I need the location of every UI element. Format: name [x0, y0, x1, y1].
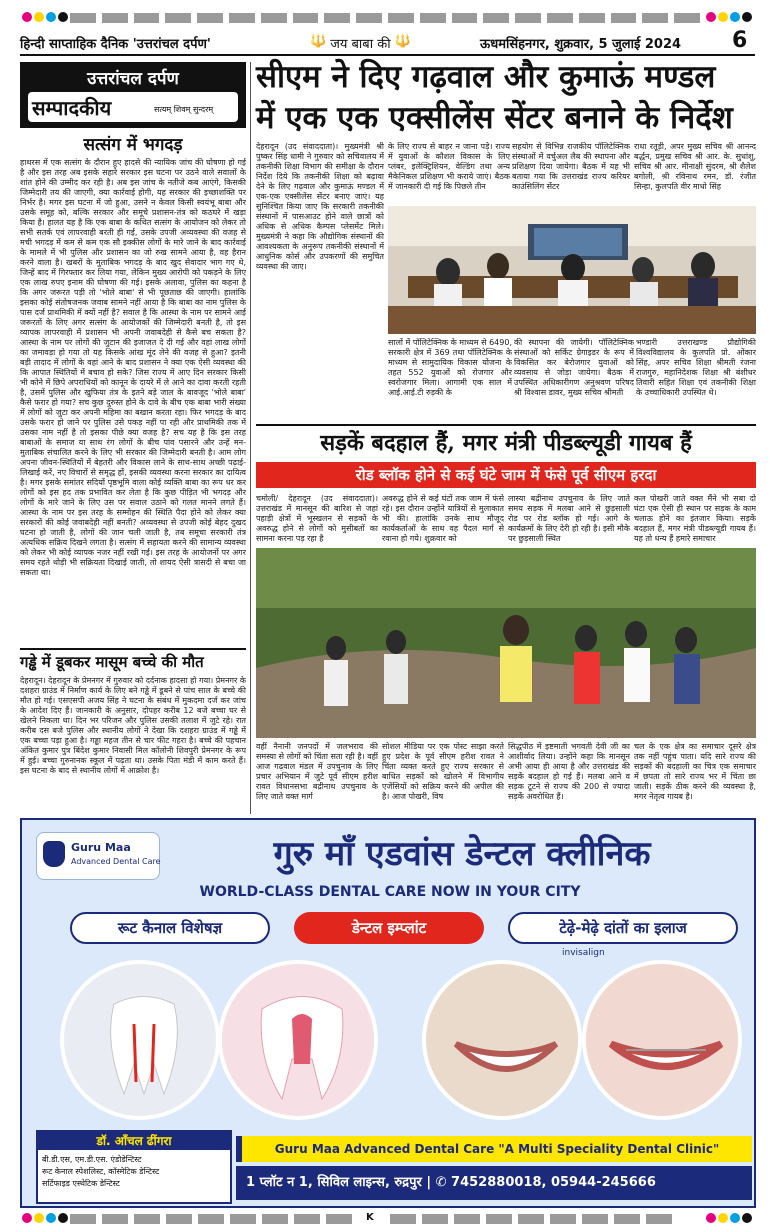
clinic-strip: Guru Maa Advanced Dental Care "A Multi Speciality Dental Clinic" [236, 1136, 752, 1162]
editorial-label: सम्पादकीय [32, 96, 112, 120]
doctor-cred-3: सर्टिफाइड एस्थेटिक डेन्टिस्ट [42, 1179, 120, 1188]
service-braces: टेढ़े-मेढ़े दांतों का इलाज [508, 912, 738, 944]
story3-col4: कल पोखरी जाते वक्त मैंने भी सबा दो घंटा एक ऐसी ही स्थान पर सड़क के काम चलाऊ होने का इंतजार किया। सड़कें बदहाल हैं, मगर मंत्री पीडब्ल्यूडी गायब हैं। यह तो धन्य हैं हमारे समाचार [634, 494, 756, 543]
editorial-banner [20, 62, 246, 128]
story3-bottom-col2: सोशल मीडिया पर एक पोस्ट साझा करते हुए प्रदेश के पूर्व सीएम हरीश रावत ने चिंता व्यक्त करते हुए राज्य सरकार से बाधित सड़कों को खोलने में विभागीय एजेंसियों को सक्रिय करने की अपील की है। आज पोखरी, विष [382, 742, 504, 801]
story3-bottom-col3: सिद्धपीठ में इष्टमाती भगवती देवी जी का आशीर्वाद लिया। उन्होंने कहा कि मानसून अभी आया ही आया है और उत्तराखंड की सड़कें बदहाल हो गई हैं। मलबा आने व सड़क टूटने से राज्य की 200 से ज्यादा सड़कें अवरोधित हैं। [508, 742, 630, 801]
masthead-paper-name: हिन्दी साप्ताहिक दैनिक 'उत्तरांचल दर्पण' [20, 37, 211, 52]
doctor-cred-2: रूट केनाल स्पेशलिस्ट, कॉस्मेटिक डेन्टिस्ट [42, 1167, 160, 1176]
story3-subtitle-band [256, 462, 756, 488]
editorial-body: हाथरस में एक सत्संग के दौरान हुए हादसे की न्यायिक जांच की घोषणा हो गई है और इस तरह अब इसके सहारे सरकार इस घटना पर उठने वाले सवालों के शांत होने की उम्मीद कर रही है। अब इस जांच के नतीजे कब आएंगे, किसकी जिम्मेदारी तय की जाएगी, क्या कार्रवाई होगी, यह सरकार की इच्छाशक्ति पर निर्भर है। मगर इस घटना में जो हुआ, उसने न केवल किसी स्वयंभू बाबा और उसके समूह को, बल्कि सरकार और समूचे प्रशासन-तंत्र को कठघरे में खड़ा किया है। हालत यह है कि एक बाबा के कथित सत्संग के आयोजन को लेकर तो सभी सतर्क एवं लापरवाही बरती ही गई, उसके उपजी अव्यवस्था की वजह से मची भगदड़ में कम से कम एक सौ इक्कीस लोगों के मारे जाने के बाद कार्रवाई के मामले में भी पुलिस और प्रशासन का जो रुख सामने आया है, वह हैरान करने वाला है। खबरों के मुताबिक भगदड़ के बाद खुद सेवादार भाग गए थे, जिन्हें बाद में गिरफ्तार कर लिया गया, लेकिन मुख्य आरोपी को पकड़ने के लिए एक लाख रुपए इनाम की घोषणा की गई। इसके अलावा, पुलिस का कहना है कि अगर जरूरत पड़ी तो 'भोले बाबा' से भी पूछताछ की जाएगी। हालांकि इसका कोई संतोषजनक जवाब सामने नहीं आया है कि बाबा का नाम पुलिस के पास दर्ज प्राथमिकी में क्यों नहीं है? सवाल है कि आस्था के नाम पर सामने आई जरूरतों के लिए अगर सत्संग के आयोजकों की जिम्मेदारी बनती है, तो इस व्यापक लापरवाही में प्रशासन भी अपनी जवाबदेही से कैसे बच सकता है? आस्था के नाम पर लोगों की जुटान की इजाजत दे दी गई और वहां लाख लोगों का जमावड़ा हो गया तो यह किसके आंख मूंद लेने की वजह से हुआ? इतनी बड़ी तादाद में लोगों के वहां आने के बाद प्रशासन ने क्या एक ऐसी व्यवस्था की कि आपात स्थितियों में बचाव हो सके? जिस राज्य में आए दिन सरकार किसी भी कोने में छिपे अपराधियों को कानून के दायरे में ले आने का दावा करती रहती है, उसमें पुलिस और खुफिया तंत्र के इतने बड़े जाल के बावजूद 'भोले बाबा' कैसे फरार हो गया? सच कुछ दुरुस्त होने के दावे के बीच एक बाबा भारी संख्या में लोगों को जुटा कर अपनी महिमा का बखान करता रहा। फिर भगदड़ के बाद उसके फरार हो जाने पर पुलिस उसे पकड़ नहीं पा रही और प्राथमिकी तक में उसका नाम नहीं है तो इसका पीछे क्या वजह है? सच यह है कि इस तरह बाबाओं के समाज या साथ रंग लोगों के बीच पांव पसारने और उन्हें मन-मुताबिक संचालित करने के लिए भी सरकार की जिम्मेदारी बनती है। आम लोग अपना जीवन-स्थितियों में बेहतरी और विकास लाने के साथ-साथ अच्छी पढ़ाई-लिखाई करें, नए विचारों से समृद्ध हों, इसकी व्यवस्था करना सरकार का दायित्व है। मगर इसके समांतर सदियों पृष्ठभूमि वाला कोई व्यक्ति बाबा का रूप धर कर लोगों को इस हद तक प्रभावित कर लेता है कि कुछ पीड़ित भी भगदड़ और लोगों के मारे जाने के लिए उस पर सवाल उठाने को गलत मानने लगते हैं। आस्था के नाम पर इस तरह के सम्मोहन की स्थिति पैदा होने को लेकर क्या सरकारों की कोई जवाबदेही नहीं बनती? अव्यवस्था से उपजी कोई बेहद दुखद घटना हो जाती है, लोगों की जान चली जाती है, तब समूचा सरकारी तंत्र अत्यधिक सक्रिय दिखने लगता है। सत्संग में सहायता करने की सामान्य व्यवस्था को लेकर भी कोई व्यापक नजर नहीं रखी गई। इस तरह के आयोजनों पर अगर समय रहते थोड़ी भी सक्रियता दिखाई जाती, तो शायद ऐसी त्रासदी से बचा जा सकता था। [20, 158, 246, 577]
doctor-box [36, 1130, 232, 1204]
lead-col2: के लिए राज्य से बाहर न जाना पड़े। राज्य में युवाओं के कौशल विकास के लिए प्लंबर, इलेक्ट्रिशियन, वेल्डिंग तथा अन्य मैकेनिकल प्रशिक्षण भी कराये जाएं। बैठक में जानकारी दी गई कि पिछले तीन [388, 142, 510, 191]
story3-bottom-col4: चल के एक क्षेत्र का समाचार दूसरे क्षेत्र तक नहीं पहुंच पाता। यदि सारे राज्य की सड़कों की बदहाली का चित्र एक समाचार में छपता तो सारे राज्य भर में चिंता छा जाती। सड़कें ठीक करने की व्यवस्था है, मगर नेतृत्व गायब है। [634, 742, 756, 801]
pulp-image [218, 960, 378, 1120]
roadblock-photo-illustration [256, 548, 756, 738]
service-root-canal: रूट कैनाल विशेषज्ञ [70, 912, 270, 944]
lead-under-photo-col3: भण्डारी उत्तराखण्ड प्रौद्योगिकी विश्वविद्यालय के कुलपति प्रो. ओंकार सिंह, अपर सचिव शिक्षा श्रीमती रंजना राजगुरु, महानिदेशक शिक्षा श्री बंशीधर तिवारी सहित शिक्षा एवं तकनीकी शिक्षा के उच्चाधिकारी उपस्थित थे। [636, 338, 756, 397]
lead-col3: सहयोग से विभिन्न राजकीय पॉलिटेक्निक संस्थाओं में वर्चुअल लैब की स्थापना और प्रशिक्षण दिया जायेगा। बैठक में यह भी बताया गया कि उत्तराखंड राज्य करियर काउंसिलिंग सेंटर [512, 142, 630, 191]
lead-headline-line1: सीएम ने दिए गढ़वाल और कुमाऊं मण्डल [256, 59, 716, 95]
tooth-root-icon [64, 964, 220, 1120]
implant-image [422, 960, 582, 1120]
lead-under-photo-col1: सालों में पॉलिटेक्निक के माध्यम से 6490, सरकारी क्षेत्र में 369 तथा पॉलिटेक्निक के माध्यम से सामुदायिक विकास योजना के तहत 552 युवाओं को रोजगार और स्वरोजगार मिला। आगामी एक साल में आई.आई.टी रुड़की के [388, 338, 512, 397]
clinic-contact-band: 1 प्लॉट न 1, सिविल लाइन्स, रुद्रपुर | ✆ 7452880018, 05944-245666 [236, 1166, 752, 1200]
masthead-slogan: जय बाबा की [330, 37, 391, 52]
story3-headline: सड़कें बदहाल हैं, मगर मंत्री पीडब्ल्यूडी गायब हैं [320, 430, 692, 456]
editorial-motto: सत्यम् शिवम् सुन्दरम् [154, 105, 214, 114]
clinic-tagline: WORLD-CLASS DENTAL CARE NOW IN YOUR CITY [199, 884, 581, 900]
masthead-dateline: ऊधमसिंहनगर, शुक्रवार, 5 जुलाई 2024 [480, 37, 682, 52]
tooth-pulp-icon [222, 964, 378, 1120]
editorial-title: सत्संग में भगदड़ [83, 135, 183, 155]
service-implant: डेन्टल इम्प्लांट [294, 912, 484, 944]
smile-icon [426, 964, 582, 1120]
trident-icon: 🔱 [310, 34, 327, 49]
lead-headline-line2: में एक एक एक्सीलेंस सेंटर बनाने के निर्देश [256, 100, 733, 136]
clinic-logo [36, 832, 160, 880]
lead-col4: राधा रतूड़ी, अपर मुख्य सचिव श्री आनन्द बर्द्धन, प्रमुख सचिव श्री आर. के. सुधांशु, सचिव श्री आर. मीनाक्षी सुंदरम, श्री शैलेश बगोली, श्री रविनाथ रमन, डॉ. रंजीत सिन्हा, कुलपति वीर माधो सिंह [634, 142, 756, 191]
story3-col3: लास्या बद्रीनाथ उपचुनाव के लिए जाते समय सड़क में मलबा आने से छुड़साली रोड पर रोड ब्लॉक हो गई। आगे के कार्यक्रमों के लिए देरी हो रही है। इसी मौके पर छुड़साली स्थित [508, 494, 630, 543]
doctor-cred-1: बी.डी.एस, एम.डी.एस. एंडोडेन्टिस्ट [42, 1155, 142, 1164]
logo-line1: Guru Maa [71, 841, 131, 854]
braces-image [582, 960, 742, 1120]
clinic-headline: गुरु माँ एडवांस डेन्टल क्लीनिक [273, 834, 651, 874]
lead-col1: देहरादून (उद संवाददाता)। मुख्यमंत्री श्री पुष्कर सिंह धामी ने गुरुवार को सचिवालय में तकनीकी शिक्षा विभाग की समीक्षा के दौरान निर्देश दिये कि तकनीकी शिक्षा को बढ़ावा देने के लिए गढ़वाल और कुमाऊं मण्डल में एक-एक एक्सीलेंस सेंटर बनाए जाएं। यह सुनिश्चित किया जाए कि सरकारी तकनीकी संस्थानों में पासआउट होने वाले छात्रों को अधिक से अधिक कैम्पस प्लेसमेंट मिले। मुख्यमंत्री ने कहा कि औद्योगिक संस्थानों की आवश्यकता के अनुरूप तकनीकी संस्थानों में आधुनिक कोर्स और उपकरणों की समुचित व्यवस्था की जाए। [256, 142, 384, 271]
story2-title: गड्ढे में डूबकर मासूम बच्चे की मौत [20, 653, 204, 671]
logo-line2: Advanced Dental Care [71, 857, 161, 866]
story3-col2: अवरुद्ध होने से कई घंटों तक जाम में फंसे रहे। इस दौरान उन्होंने यात्रियों से मुलाकात भी की। हालांकि उनके साथ मौजूद कार्यकर्ताओं के साथ वह पैदल मार्ग से रवाना हो गये। शुक्रवार को [382, 494, 504, 543]
tooth-icon [43, 841, 65, 867]
trident-icon: 🔱 [394, 34, 411, 49]
lead-under-photo-col2: की स्थापना की जायेगी। पॉलिटेक्निक संस्थाओं को सर्किट ग्रेगाइडर के रूप में विकसित कर बेरोजगार युवाओं को व्यवसाय से जोड़ा जायेगा। बैठक में उपस्थित अधिकारीगण अनुश्रवण परिषद श्री विश्वास डावर, मुख्य सचिव श्रीमती [514, 338, 634, 397]
masthead [20, 30, 755, 56]
story3-subtitle: रोड ब्लॉक होने से कई घंटे जाम में फंसे पूर्व सीएम हरदा [355, 466, 657, 484]
registration-mark: K [366, 1212, 374, 1223]
editorial-brand: उत्तरांचल दर्पण [87, 69, 179, 89]
story3-bottom-col1: वहीं नैनानी जनपदों में जलभराव की समस्या से लोगों को चिंता सता रही है। वहीं आज गढ़वाल मंडल में उपचुनाव के लिए प्रचार अभियान में जुटे पूर्व सीएम हरीश रावत विधानसभा बद्रीनाथ उपचुनाव के लिए जाते वक्त मार्ग [256, 742, 378, 801]
dental-clinic-ad [20, 818, 756, 1208]
clinic-address: 1 प्लॉट न 1, सिविल लाइन्स, रुद्रपुर [246, 1175, 422, 1190]
meeting-photo [388, 206, 756, 334]
invisalign-badge: invisalign [562, 948, 605, 958]
braces-icon [586, 964, 742, 1120]
roadblock-photo [256, 548, 756, 738]
clinic-phone: 7452880018, 05944-245666 [451, 1175, 656, 1190]
bottom-registration-bar [0, 1212, 770, 1224]
root-canal-image [60, 960, 220, 1120]
story2-body: देहरादून। देहरादून के प्रेमनगर में गुरुवार को दर्दनाक हादसा हो गया। प्रेमनगर के दशहरा ग्राउंड में निर्माण कार्य के लिए बने गड्ढे में डूबने से पांच साल के बच्चे की मौत हो गई। एसएसपी अजय सिंह ने घटना के संबंध में मुकदमा दर्ज कर जांच के आदेश दिए हैं। जानकारी के अनुसार, दोपहर करीब 12 बजे बच्चा घर से खेलने निकला था। दिन भर परिजन और पुलिस उसकी तलाश में जुटे रहे। रात करीब दस बजे पुलिस और स्थानीय लोगों ने देखा कि दशहरा ग्राउंड में गड्ढे में एक बच्चा पड़ा हुआ है। गड्ढा महज तीन से चार फीट गहरा है। बच्चे की पहचान अंकित कुमार पुत्र बिंदेश कुमार निवासी मिल कॉलोनी शिवपुरी प्रेमनगर के रूप में हुई। बच्चा गुरुनानक स्कूल में पढ़ता था। उसके पिता मंडी में काम करते हैं। इस घटना के बाद से स्थानीय लोगों में आक्रोश है। [20, 676, 246, 775]
registration-bar [0, 12, 770, 24]
doctor-name: डॉ. आँचल ढींगरा [38, 1132, 230, 1150]
meeting-photo-illustration [388, 206, 756, 334]
story3-col1: चमोली/ देहरादून (उद संवाददाता)। उत्तराखंड में मानसून की बारिश से जहां पहाड़ी क्षेत्रों में भूस्खलन से सड़कों के अवरुद्ध होने से लोगों को मुसीबतों का सामना करना पड़ रहा है [256, 494, 378, 543]
page-number: 6 [732, 28, 748, 53]
phone-icon: ✆ [435, 1175, 447, 1190]
